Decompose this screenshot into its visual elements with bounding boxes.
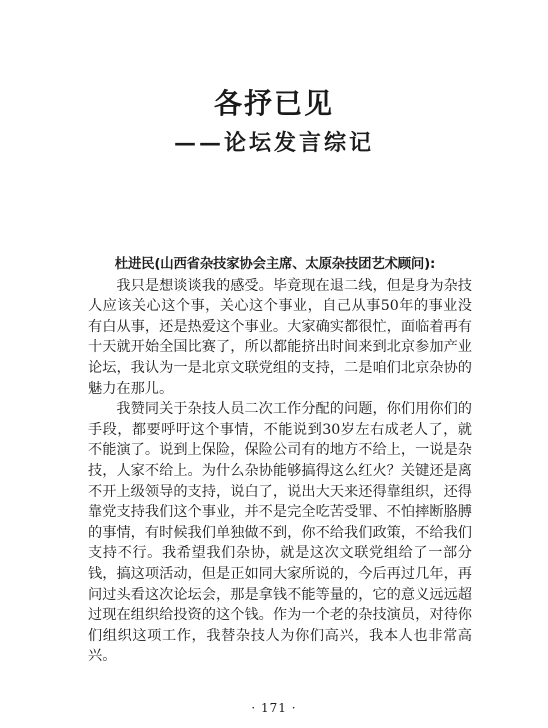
article-subtitle: ——论坛发言综记 — [173, 130, 374, 156]
article-body — [88, 255, 472, 667]
paragraph-1: 我只是想谈谈我的感受。毕竟现在退二线，但是身为杂技人应该关心这个事，关心这个事业，自己从事50年的事业没有白从事，还是热爱这个事业。大家确实都很忙，面临着再有十天就开始全国比赛了，所以都能挤出时间来到北京参加产业论坛，我认为一是北京文联党组的支持，二是咱们北京杂协的魅力在那儿。 — [88, 277, 472, 397]
article-title: 各抒已见 — [213, 87, 334, 120]
speaker-heading: 杜进民(山西省杂技家协会主席、太原杂技团艺术顾问): — [114, 257, 436, 272]
page-number: · 171 · — [251, 701, 297, 715]
paragraph-2: 我赞同关于杂技人员二次工作分配的问题，你们用你们的手段，都要呼吁这个事情，不能说到30岁左右成老人了，就不能演了。说到上保险，保险公司有的地方不给上，一说是杂技，人家不给上。为什么杂协能够搞得这么红火？关键还是离不开上级领导的支持，说白了，说出大天来还得靠组织，还得靠党支持我们这个事业，并不是完全吃苦受罪、不怕摔断胳膊的事情，有时候我们单独做不到，你不给我们政策，不给我们支持不行。我希望我们杂协，就是这次文联党组给了一部分钱，搞这项活动，但是正如同大家所说的，今后再过几年，再问过头看这次论坛会，那是拿钱不能等量的，它的意义远远超过现在组织给投资的这个钱。作为一个老的杂技演员，对待你们组织这项工作，我替杂技人为你们高兴，我本人也非常高兴。 — [88, 401, 472, 665]
